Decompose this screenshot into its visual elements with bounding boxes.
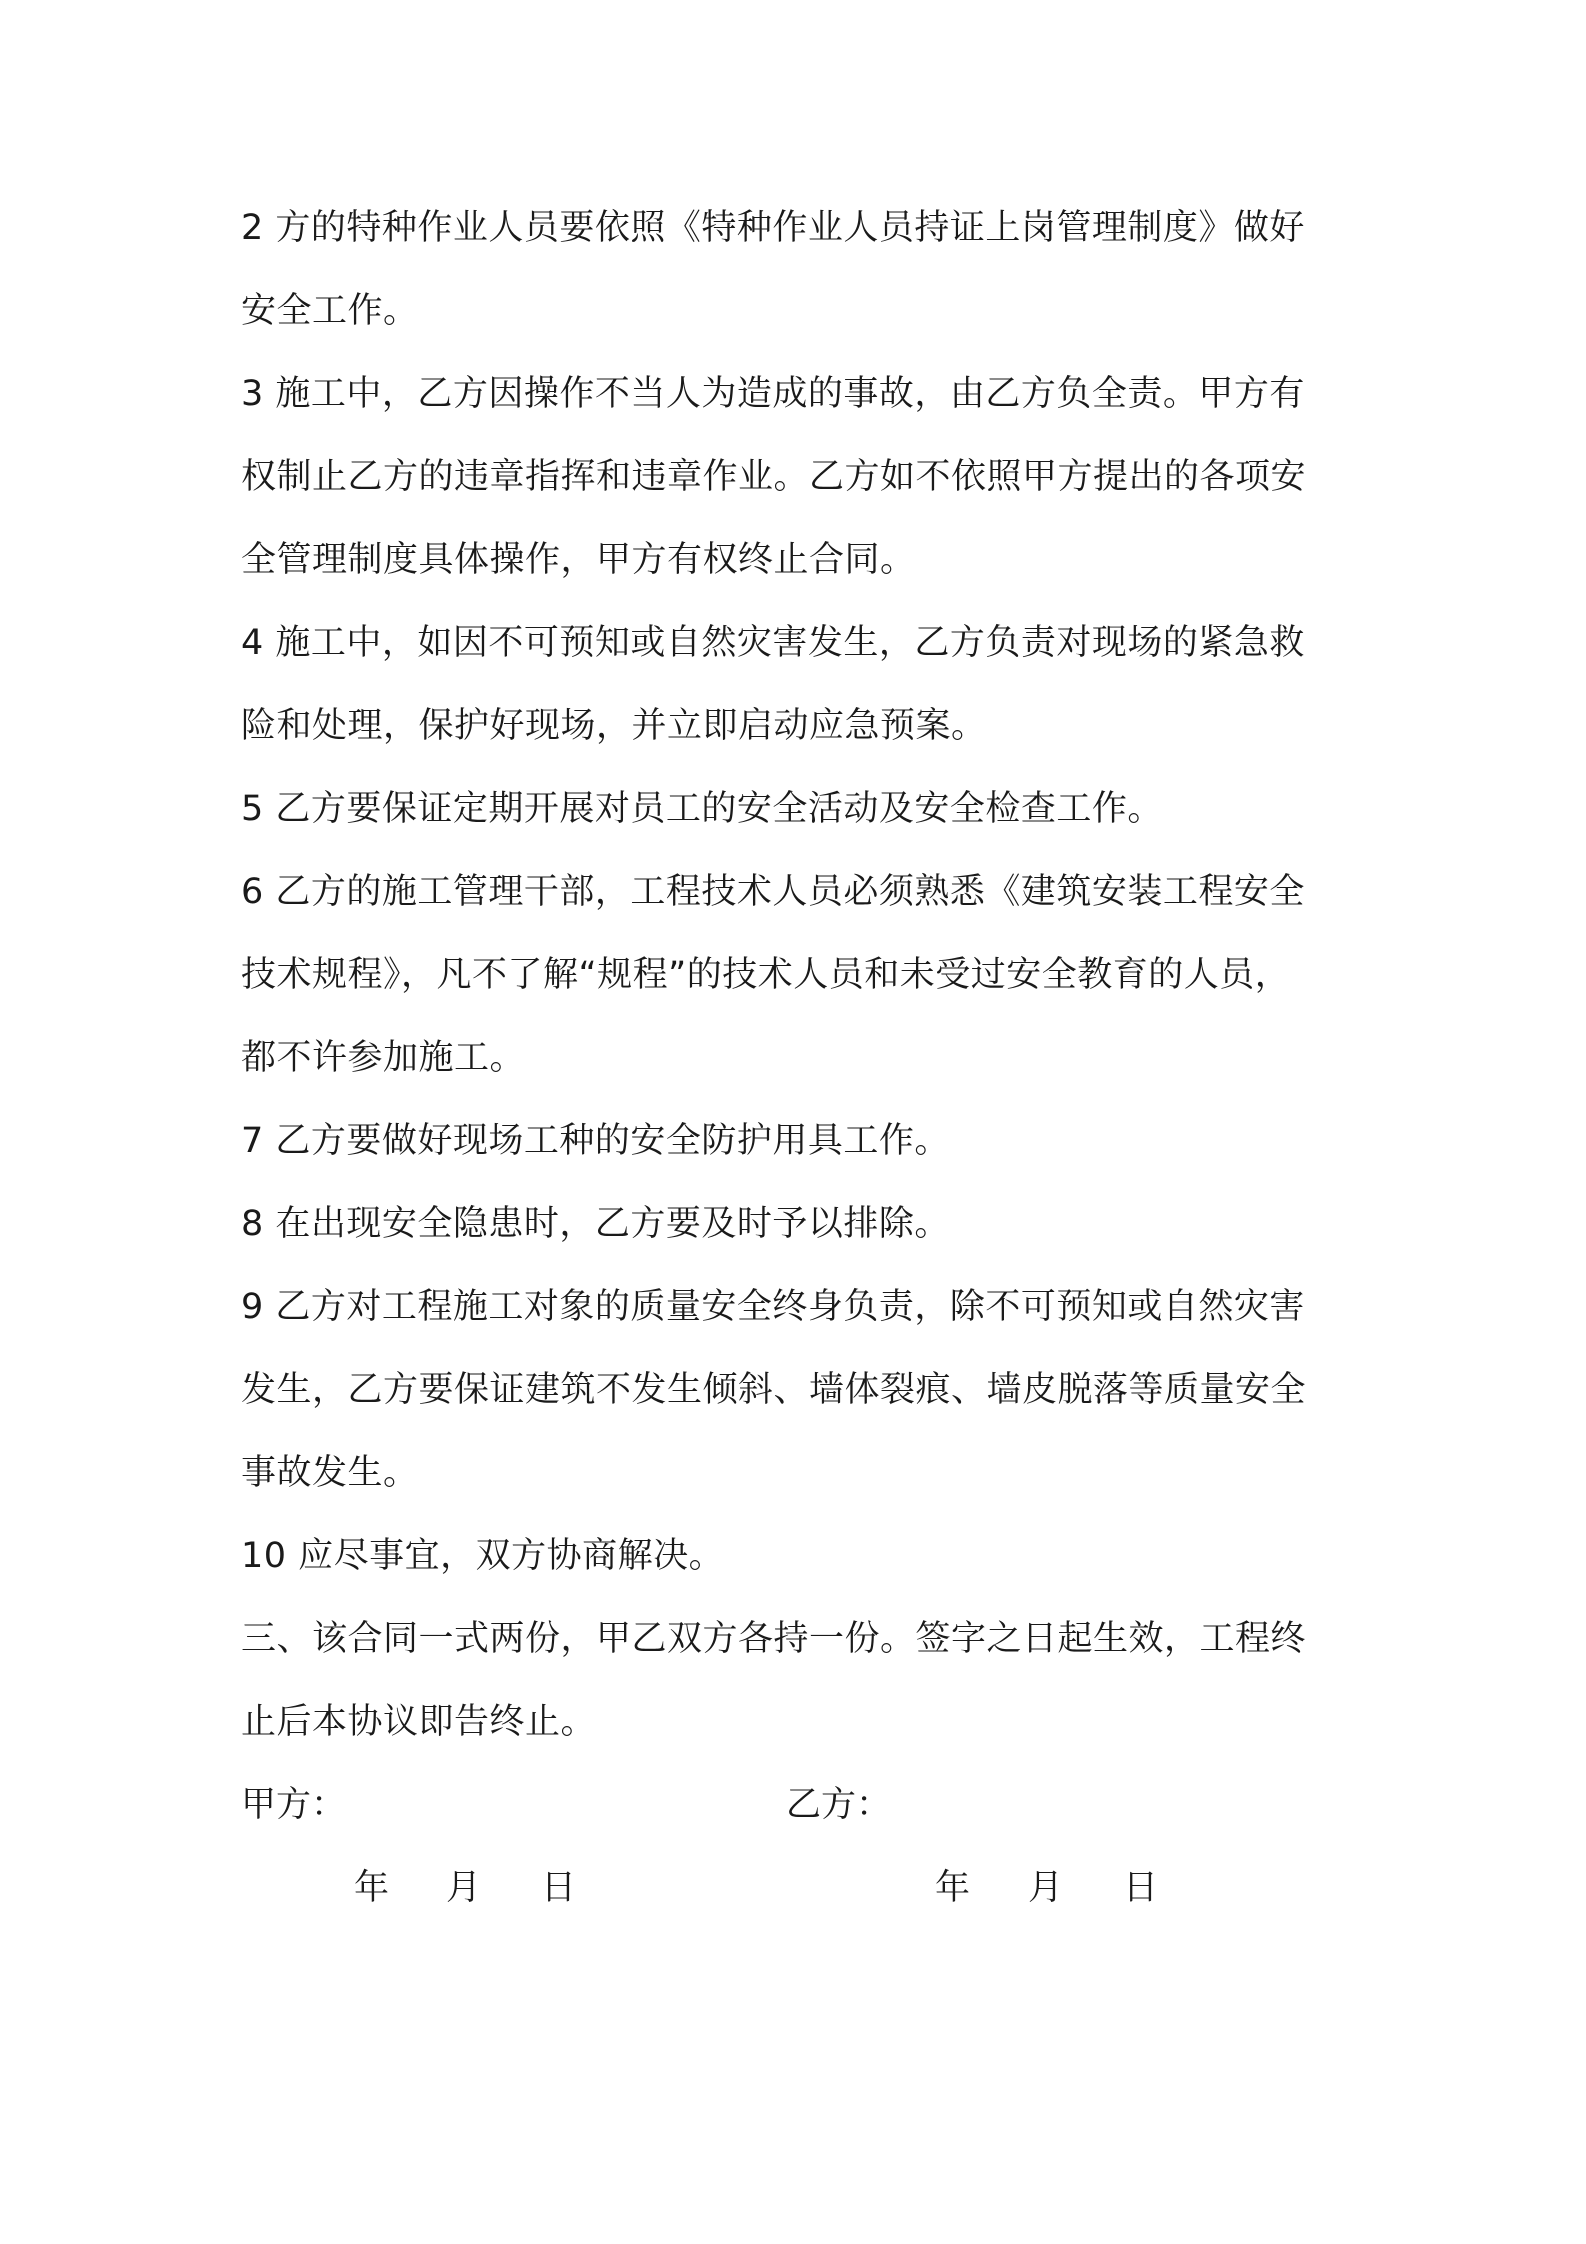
- party-a-date-month: 月: [446, 1868, 482, 1908]
- text-line: 发生，乙方要保证建筑不发生倾斜、墙体裂痕、墙皮脱落等质量安全: [241, 1370, 1307, 1410]
- text-line: 5 乙方要保证定期开展对员工的安全活动及安全检查工作。: [241, 789, 1163, 829]
- text-line: 8 在出现安全隐患时，乙方要及时予以排除。: [241, 1204, 950, 1244]
- text-line: 三、该合同一式两份，甲乙双方各持一份。签字之日起生效，工程终: [241, 1619, 1307, 1659]
- text-line: 事故发生。: [241, 1453, 419, 1493]
- text-line: 6 乙方的施工管理干部，工程技术人员必须熟悉《建筑安装工程安全: [241, 872, 1305, 912]
- text-line: 10 应尽事宜，双方协商解决。: [241, 1536, 725, 1576]
- text-line: 全管理制度具体操作，甲方有权终止合同。: [241, 540, 916, 580]
- party-a-date-day: 日: [541, 1868, 577, 1908]
- party-b-label: 乙方：: [786, 1785, 892, 1825]
- text-line: 安全工作。: [241, 291, 419, 331]
- party-a-date-year: 年: [354, 1868, 390, 1908]
- text-line: 都不许参加施工。: [241, 1038, 526, 1078]
- text-line: 险和处理，保护好现场，并立即启动应急预案。: [241, 706, 987, 746]
- text-line: 权制止乙方的违章指挥和违章作业。乙方如不依照甲方提出的各项安: [241, 457, 1307, 497]
- text-line: 7 乙方要做好现场工种的安全防护用具工作。: [241, 1121, 950, 1161]
- text-line: 止后本协议即告终止。: [241, 1702, 597, 1742]
- text-line: 3 施工中，乙方因操作不当人为造成的事故，由乙方负全责。甲方有: [241, 374, 1305, 414]
- text-line: 9 乙方对工程施工对象的质量安全终身负责，除不可预知或自然灾害: [241, 1287, 1305, 1327]
- party-b-date-year: 年: [935, 1868, 971, 1908]
- text-line: 2 方的特种作业人员要依照《特种作业人员持证上岗管理制度》做好: [241, 208, 1305, 248]
- party-b-date-month: 月: [1028, 1868, 1064, 1908]
- party-a-label: 甲方：: [241, 1785, 347, 1825]
- party-b-date-day: 日: [1123, 1868, 1159, 1908]
- text-line: 技术规程》，凡不了解“规程”的技术人员和未受过安全教育的人员，: [241, 955, 1291, 995]
- text-line: 4 施工中，如因不可预知或自然灾害发生，乙方负责对现场的紧急救: [241, 623, 1305, 663]
